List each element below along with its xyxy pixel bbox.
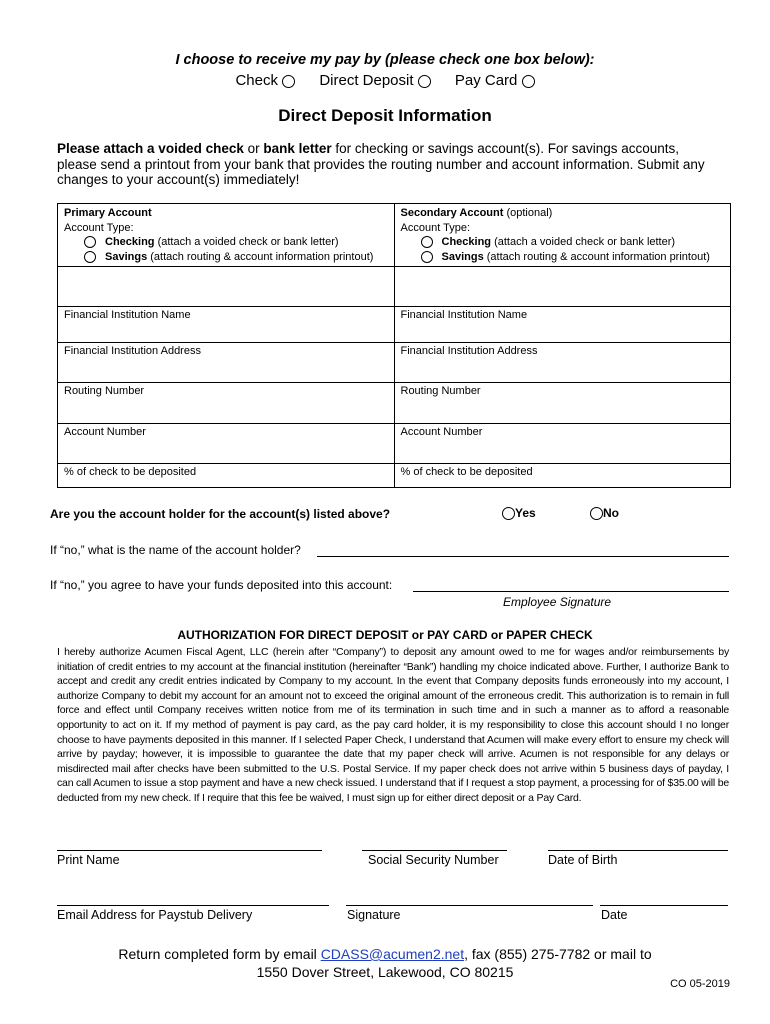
primary-blank-cell[interactable]: [58, 267, 395, 307]
secondary-checking-label: Checking: [441, 236, 492, 248]
return-suffix: , fax (855) 275-7782 or mail to: [464, 946, 652, 962]
authorization-title: AUTHORIZATION FOR DIRECT DEPOSIT or PAY CARD or PAPER CHECK: [177, 628, 593, 642]
secondary-institution-address-field[interactable]: [394, 343, 731, 383]
pay-method-question: I choose to receive my pay by (please check one box below):: [175, 52, 595, 68]
field-label: Financial Institution Name: [64, 309, 191, 321]
account-holder-question: Are you the account holder for the account(s) listed above?: [50, 507, 391, 521]
primary-checking-radio[interactable]: [84, 236, 96, 248]
field-label: Account Number: [400, 426, 483, 438]
secondary-savings-note: (attach routing & account information printout): [483, 250, 710, 263]
primary-account-header: [58, 204, 395, 267]
primary-routing-number-field[interactable]: [58, 383, 395, 424]
intro-rest: for checking or savings account(s). For savings accounts, please send a printout from your bank that provides the routing number and account information. Submit any changes to your account(s) immediately!: [57, 141, 705, 187]
secondary-routing-number-field[interactable]: [394, 383, 731, 424]
secondary-account-type-label: Account Type:: [400, 221, 471, 234]
field-label: % of check to be deposited: [64, 466, 197, 478]
secondary-savings-label: Savings: [441, 250, 484, 263]
pay-method-options: [0, 72, 770, 89]
account-holder-name-line[interactable]: [317, 556, 729, 557]
signature-label: Signature: [347, 908, 401, 922]
intro-bold-voided-check: Please attach a voided check: [57, 141, 244, 156]
direct-deposit-radio[interactable]: [418, 75, 431, 88]
mailing-address: 1550 Dover Street, Lakewood, CO 80215: [256, 964, 514, 980]
secondary-blank-cell[interactable]: [394, 267, 731, 307]
primary-percent-deposit-field[interactable]: [58, 464, 395, 488]
field-label: Financial Institution Name: [400, 309, 528, 321]
secondary-institution-name-field[interactable]: [394, 307, 731, 343]
return-instructions: [0, 945, 770, 981]
ssn-label: Social Security Number: [368, 853, 499, 867]
employee-signature-line[interactable]: [413, 591, 729, 592]
primary-checking-note: (attach a voided check or bank letter): [154, 236, 339, 248]
primary-savings-label: Savings: [105, 250, 148, 263]
holder-yes-label: Yes: [515, 506, 536, 520]
date-label: Date: [601, 908, 628, 922]
email-label: Email Address for Paystub Delivery: [57, 908, 253, 922]
field-label: Financial Institution Address: [64, 345, 201, 357]
primary-account-number-field[interactable]: [58, 424, 395, 464]
holder-no-option[interactable]: [590, 506, 619, 520]
intro-paragraph: [57, 141, 717, 188]
field-label: Routing Number: [64, 385, 145, 397]
check-radio[interactable]: [282, 75, 295, 88]
secondary-percent-deposit-field[interactable]: [394, 464, 731, 488]
option-direct-deposit-label: Direct Deposit: [319, 72, 414, 89]
field-label: % of check to be deposited: [400, 466, 533, 478]
secondary-account-title: Secondary Account: [400, 207, 504, 219]
secondary-account-number-field[interactable]: [394, 424, 731, 464]
primary-institution-address-field[interactable]: [58, 343, 395, 383]
if-no-name-label: If “no,” what is the name of the account holder?: [50, 543, 301, 557]
secondary-savings-radio[interactable]: [421, 251, 433, 263]
option-pay-card-label: Pay Card: [454, 72, 518, 89]
secondary-account-header: [394, 204, 731, 267]
form-code: CO 05-2019: [670, 978, 730, 990]
intro-or: or: [243, 141, 264, 156]
authorization-text: I hereby authorize Acumen Fiscal Agent, LLC (herein after “Company”) to deposit any amount owed to me for wages and/or reimbursements by initiation of credit entries to my account at the financial institution (hereinafter “Bank”) handling my choice indicated above. Further, I authorize Bank to accept and credit any credit entries indicated by Company to my account. In the event that Company deposits funds erroneously into my account, I authorize Company to debit my account for an amount not to exceed the original amount of the erroneous credit. This authorization is to remain in full force and effect until Company receives written notice from me of its termination in such time and in such a manner as to afford a reasonable opportunity to act on it. If my method of payment is pay card, as the pay card holder, it is my responsibility to close this account should I no longer choose to have payments deposited in this manner. If I selected Paper Check, I understand that Acumen will make every effort to ensure my check will arrive by payday; however, it is impossible to guarantee the date that my paper check will arrive. Acumen is not responsible for any delays or misdirected mail after checks have been submitted to the U.S. Postal Service. If my paper check does not arrive within 5 business days of payday, I can call Acumen to issue a stop payment and have a new check issued. I understand that if I request a stop payment, a processing for of $35.00 will be deducted from my new check. If I require that this fee be waived, I must sign up for either direct deposit or a Pay Card.: [57, 646, 729, 804]
field-label: Account Number: [64, 426, 146, 438]
secondary-optional-label: (optional): [503, 207, 553, 219]
print-name-label: Print Name: [57, 853, 120, 867]
primary-savings-note: (attach routing & account information printout): [147, 250, 374, 263]
option-check-label: Check: [235, 72, 278, 89]
holder-no-label: No: [603, 506, 619, 520]
employee-signature-label: Employee Signature: [503, 595, 612, 609]
email-line[interactable]: [57, 905, 329, 906]
dob-label: Date of Birth: [548, 853, 618, 867]
dob-line[interactable]: [548, 850, 728, 851]
print-name-line[interactable]: [57, 850, 322, 851]
return-prefix: Return completed form by email: [118, 946, 321, 962]
holder-no-radio[interactable]: [590, 507, 603, 520]
secondary-checking-radio[interactable]: [421, 236, 433, 248]
primary-savings-radio[interactable]: [84, 251, 96, 263]
accounts-table: [57, 203, 731, 488]
if-no-agree-label: If “no,” you agree to have your funds deposited into this account:: [50, 578, 393, 592]
signature-line[interactable]: [346, 905, 593, 906]
field-label: Financial Institution Address: [400, 345, 538, 357]
ssn-line[interactable]: [362, 850, 507, 851]
secondary-checking-note: (attach a voided check or bank letter): [491, 236, 676, 248]
holder-yes-radio[interactable]: [502, 507, 515, 520]
primary-institution-name-field[interactable]: [58, 307, 395, 343]
primary-account-type-label: Account Type:: [64, 221, 134, 234]
field-label: Routing Number: [400, 385, 481, 397]
primary-checking-label: Checking: [105, 236, 155, 248]
intro-bold-bank-letter: bank letter: [263, 141, 332, 156]
email-link[interactable]: CDASS@acumen2.net: [320, 946, 465, 962]
pay-card-radio[interactable]: [522, 75, 535, 88]
holder-yes-option[interactable]: [502, 506, 536, 520]
primary-account-title: Primary Account: [64, 207, 152, 219]
date-line[interactable]: [600, 905, 728, 906]
page-title: Direct Deposit Information: [278, 106, 492, 125]
